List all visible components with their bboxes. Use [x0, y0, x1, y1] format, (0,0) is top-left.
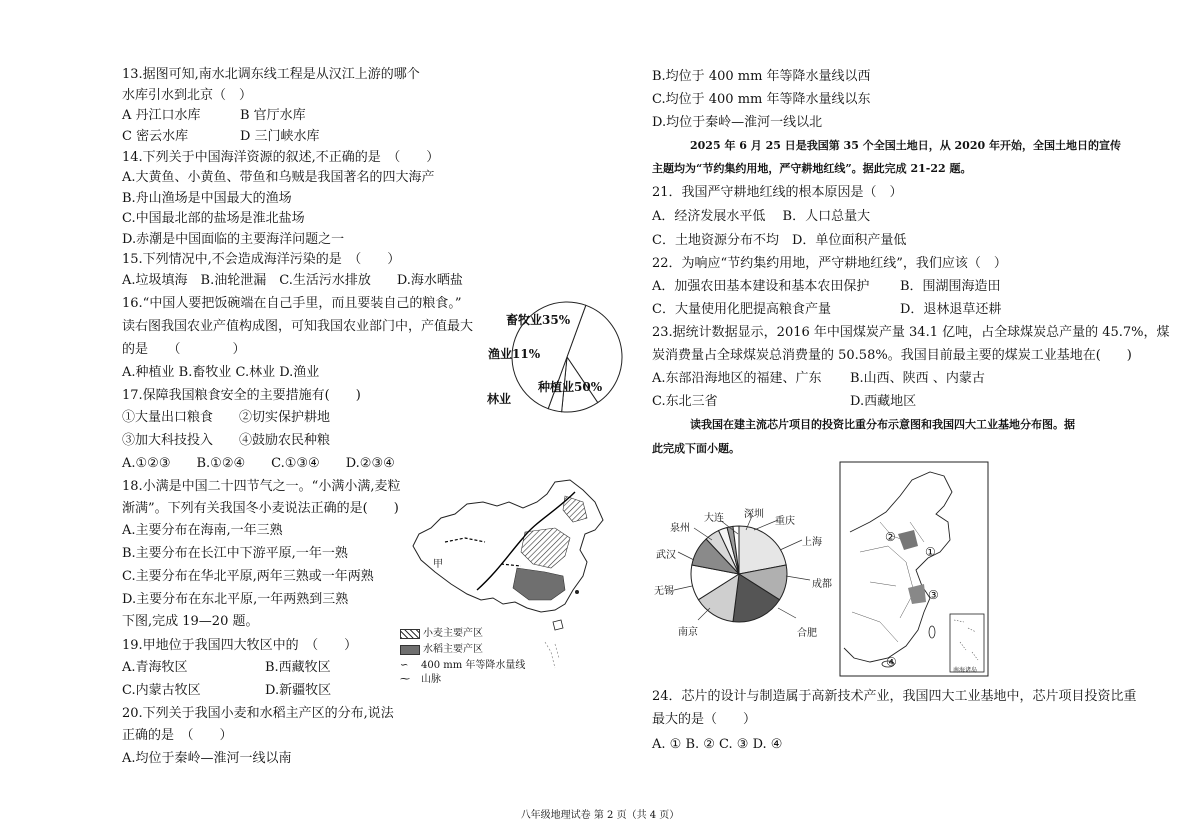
- legend-rice-label: 水稻主要产区: [423, 644, 483, 655]
- chip-label-shanghai: 上海: [802, 537, 822, 548]
- q24-options: A. ① B. ② C. ③ D. ④: [652, 737, 783, 752]
- chip-label-wuxi: 无锡: [654, 586, 674, 597]
- q19-option-b: B.西藏牧区: [265, 660, 331, 675]
- q22-option-c: C．大量使用化肥提高粮食产量: [652, 302, 831, 317]
- legend-mountain: ⁓ 山脉: [400, 674, 441, 685]
- q19-option-d: D.新疆牧区: [265, 683, 332, 698]
- legend-rice: [400, 640, 483, 655]
- q21-options-ab: A．经济发展水平低 B．人口总量大: [652, 209, 871, 224]
- intro-21-line2: 主题均为“节约集约用地，严守耕地红线”。据此完成 21-22 题。: [652, 162, 972, 175]
- chip-label-dalian: 大连: [704, 513, 724, 524]
- q22-option-b: B．围湖围海造田: [900, 279, 1001, 294]
- q23-stem: 23.据统计数据显示，2016 年中国煤炭产量 34.1 亿吨，占全球煤炭总产量的 45.7%，煤: [652, 325, 1170, 340]
- q20-option-c: C.均位于 400 mm 年等降水量线以东: [652, 92, 871, 107]
- q13-stem-cont: 水库引水到北京（ ）: [122, 88, 253, 103]
- marker-4: ④: [886, 655, 897, 669]
- chip-label-shenzhen: 深圳: [744, 509, 764, 520]
- q21-options-cd: C．土地资源分布不均 D．单位面积产量低: [652, 233, 907, 248]
- q14-option-d: D.赤潮是中国面临的主要海洋问题之一: [122, 232, 345, 247]
- q19-20-intro: 下图,完成 19—20 题。: [122, 614, 259, 629]
- legend-mountain-label: 山脉: [421, 674, 441, 685]
- page-footer: 八年级地理试卷 第 2 页（共 4 页）: [520, 810, 680, 821]
- q22-option-a: A．加强农田基本建设和基本农田保护: [652, 279, 870, 294]
- q18-option-d: D.主要分布在东北平原,一年两熟到三熟: [122, 592, 349, 607]
- q18-option-a: A.主要分布在海南,一年三熟: [122, 523, 283, 538]
- q13-option-c: C 密云水库: [122, 129, 189, 144]
- q19-stem: 19.甲地位于我国四大牧区中的 （ ）: [122, 638, 358, 653]
- q23-stem-cont: 炭消费量占全球煤炭总消费量的 50.58%。我国目前最主要的煤炭工业基地在( ): [652, 348, 1132, 363]
- q20-stem: 20.下列关于我国小麦和水稻主产区的分布,说法: [122, 706, 394, 721]
- q16-stem: 16.“中国人要把饭碗端在自己手里，而且要装自己的粮食。”: [122, 296, 462, 311]
- q16-stem-tail: 的是 （ ）: [122, 342, 246, 357]
- agri-label-husbandry: 畜牧业35%: [506, 313, 571, 327]
- q18-stem-cont: 渐满”。下列有关我国冬小麦说法正确的是( ): [122, 501, 399, 516]
- q23-option-c: C.东北三省: [652, 394, 718, 409]
- agri-label-crop: 种植业50%: [538, 380, 603, 394]
- marker-3: ③: [928, 588, 939, 602]
- q16-options: A.种植业 B.畜牧业 C.林业 D.渔业: [122, 365, 320, 380]
- q18-option-c: C.主要分布在华北平原,两年三熟或一年两熟: [122, 569, 374, 584]
- q20-stem-cont: 正确的是 （ ）: [122, 728, 233, 743]
- legend-isohyet: ∽ 400 mm 年等降水量线: [400, 660, 526, 671]
- q21-stem: 21．我国严守耕地红线的根本原因是（ ）: [652, 185, 903, 200]
- q23-option-b: B.山西、陕西 、内蒙古: [850, 371, 985, 386]
- q24-stem-cont: 最大的是（ ）: [652, 712, 757, 727]
- intro-24-line1: 读我国在建主流芯片项目的投资比重分布示意图和我国四大工业基地分布图。据: [690, 418, 1075, 431]
- q23-option-d: D.西藏地区: [850, 394, 917, 409]
- q16-stem-cont: 读右图我国农业产值构成图，可知我国农业部门中，产值最大: [122, 319, 474, 334]
- q17-items-1: ①大量出口粮食 ②切实保护耕地: [122, 410, 331, 425]
- q17-items-2: ③加大科技投入 ④鼓励农民种粮: [122, 433, 331, 448]
- chip-leader-lines: [650, 500, 840, 640]
- chip-label-hefei: 合肥: [797, 628, 817, 639]
- q14-option-a: A.大黄鱼、小黄鱼、带鱼和乌贼是我国著名的四大海产: [122, 170, 435, 185]
- q13-option-d: D 三门峡水库: [240, 129, 320, 144]
- chip-label-chengdu: 成都: [812, 579, 832, 590]
- agri-label-fishery: 渔业11%: [488, 347, 541, 361]
- q22-stem: 22．为响应“节约集约用地，严守耕地红线”，我们应该（ ）: [652, 256, 1007, 271]
- q20-option-a: A.均位于秦岭—淮河一线以南: [122, 751, 292, 766]
- q14-stem: 14.下列关于中国海洋资源的叙述,不正确的是 （ ）: [122, 150, 440, 165]
- q18-stem: 18.小满是中国二十四节气之一。“小满小满,麦粒: [122, 479, 401, 494]
- q14-option-c: C.中国最北部的盐场是淮北盐场: [122, 211, 305, 226]
- chip-label-wuhan: 武汉: [656, 550, 676, 561]
- chip-label-nanjing: 南京: [678, 627, 698, 638]
- legend-isohyet-label: 400 mm 年等降水量线: [421, 660, 526, 671]
- marker-2: ②: [885, 530, 896, 544]
- legend-wheat-label: 小麦主要产区: [423, 628, 483, 639]
- q13-stem: 13.据图可知,南水北调东线工程是从汉江上游的哪个: [122, 67, 420, 82]
- q19-option-a: A.青海牧区: [122, 660, 188, 675]
- q15-options: A.垃圾填海 B.油轮泄漏 C.生活污水排放 D.海水晒盐: [122, 273, 463, 288]
- intro-24-line2: 此完成下面小题。: [652, 442, 740, 455]
- inset-label: 南海诸岛: [953, 667, 978, 674]
- industrial-map: [840, 462, 988, 676]
- chip-label-chongqing: 重庆: [775, 516, 795, 527]
- q20-option-b: B.均位于 400 mm 年等降水量线以西: [652, 69, 871, 84]
- q15-stem: 15.下列情况中,不会造成海洋污染的是 （ ）: [122, 252, 401, 267]
- intro-21-line1: 2025 年 6 月 25 日是我国第 35 个全国土地日，从 2020 年开始，全国土地日的宣传: [690, 139, 1121, 152]
- q17-options: A.①②③ B.①②④ C.①③④ D.②③④: [122, 456, 395, 471]
- legend-wheat: [400, 624, 483, 639]
- q22-option-d: D．退林退草还耕: [900, 302, 1002, 317]
- chip-label-quanzhou: 泉州: [670, 523, 690, 534]
- q23-option-a: A.东部沿海地区的福建、广东: [652, 371, 822, 386]
- label-jia: 甲: [433, 559, 443, 570]
- q18-option-b: B.主要分布在长江中下游平原,一年一熟: [122, 546, 348, 561]
- q24-stem: 24．芯片的设计与制造属于高新技术产业，我国四大工业基地中，芯片项目投资比重: [652, 689, 1137, 704]
- q13-option-b: B 官厅水库: [240, 108, 306, 123]
- q13-option-a: A 丹江口水库: [122, 108, 201, 123]
- q17-stem: 17.保障我国粮食安全的主要措施有( ): [122, 388, 361, 403]
- q20-option-d: D.均位于秦岭—淮河一线以北: [652, 115, 823, 130]
- agri-label-forestry: 林业: [487, 392, 512, 406]
- q19-option-c: C.内蒙古牧区: [122, 683, 201, 698]
- q14-option-b: B.舟山渔场是中国最大的渔场: [122, 191, 292, 206]
- marker-1: ①: [925, 545, 936, 559]
